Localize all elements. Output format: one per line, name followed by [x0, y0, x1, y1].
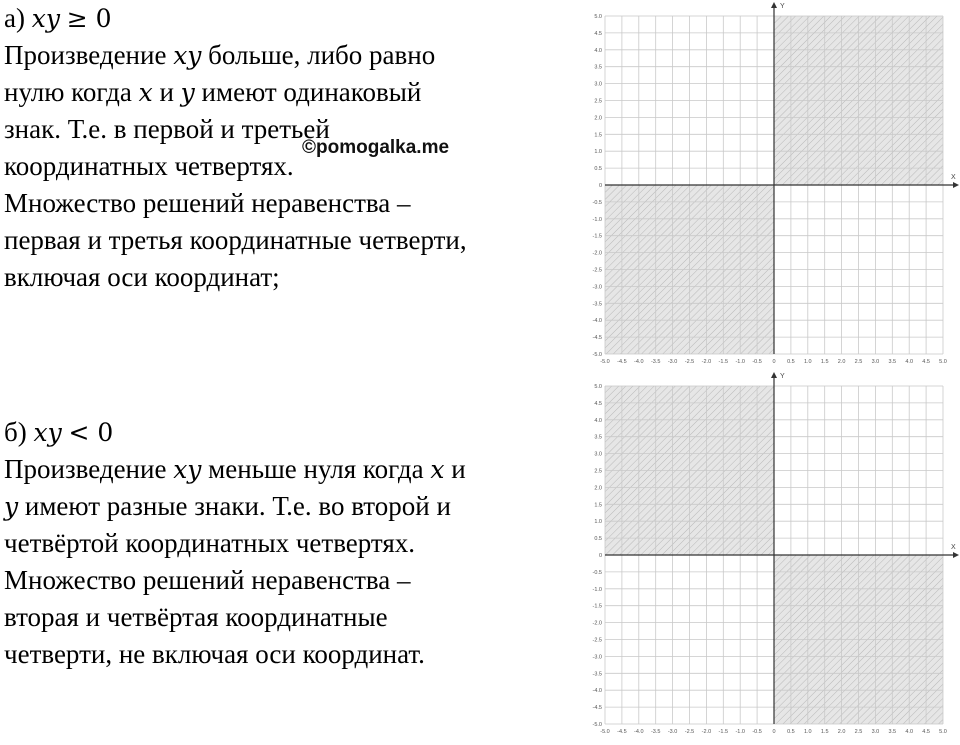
y-axis-label: Y	[780, 373, 785, 380]
x-tick-label: -5.0	[600, 359, 610, 365]
text-line	[4, 525, 564, 562]
x-tick-label: 3.5	[888, 729, 897, 735]
x-tick-label: 3.0	[871, 729, 880, 735]
x-tick-label: 4.0	[905, 729, 914, 735]
x-tick-label: 0	[772, 729, 776, 735]
y-tick-label: 2.0	[594, 115, 602, 122]
y-tick-label: 4.0	[594, 47, 602, 54]
text-segment: знак. Т.е. в первой и третьей	[4, 114, 330, 144]
y-tick-label: 2.5	[594, 468, 602, 475]
y-tick-label: 1.0	[594, 149, 602, 156]
x-tick-label: -3.5	[650, 729, 661, 735]
coordinate-plane-b	[585, 370, 960, 740]
math-variable: xy	[173, 41, 202, 70]
y-tick-label: 3.5	[594, 434, 602, 441]
math-variable: xy	[173, 455, 202, 484]
x-tick-label: 1.0	[803, 359, 812, 365]
x-axis-label: X	[951, 174, 956, 181]
y-tick-label: 0	[598, 183, 602, 189]
y-tick-label: -4.5	[592, 705, 602, 712]
x-tick-label: -2.0	[701, 729, 712, 735]
text-segment: и	[444, 454, 466, 484]
x-tick-label: 1.0	[803, 729, 812, 735]
x-tick-label: 0.5	[787, 359, 795, 365]
part-a-text	[4, 0, 564, 296]
y-tick-label: -4.0	[592, 688, 602, 695]
part-b-math-rel: < 0	[68, 418, 114, 447]
text-line	[4, 636, 564, 673]
graph-b-svg	[585, 370, 960, 740]
text-segment: первая и третья координатные четверти,	[4, 225, 467, 255]
y-tick-label: -0.5	[592, 569, 602, 576]
math-variable: y	[180, 78, 195, 107]
text-segment: нулю когда	[4, 77, 139, 107]
text-line	[4, 222, 564, 259]
x-tick-label: -4.5	[617, 729, 627, 735]
x-tick-label: 2.0	[837, 359, 846, 365]
y-tick-label: -4.5	[592, 335, 602, 342]
part-b-math-lhs: xy	[33, 418, 62, 447]
x-tick-label: 3.5	[888, 359, 897, 365]
y-tick-label: 3.0	[594, 451, 602, 458]
coordinate-plane-a	[585, 0, 960, 370]
part-a-body	[4, 37, 564, 296]
y-tick-label: 1.5	[594, 132, 602, 139]
y-tick-label: -1.0	[592, 586, 602, 593]
x-tick-label: -4.5	[617, 359, 627, 365]
x-tick-label: 2.5	[854, 359, 863, 365]
y-tick-label: 1.0	[594, 519, 602, 526]
text-segment: имеют разные знаки. Т.е. во второй и	[18, 491, 451, 521]
y-tick-label: 4.5	[594, 30, 602, 37]
math-variable: x	[138, 78, 153, 107]
y-tick-label: 0.5	[594, 166, 602, 173]
x-tick-label: -0.5	[752, 729, 762, 735]
x-tick-label: 1.5	[820, 729, 829, 735]
part-a-label: а)	[4, 3, 25, 33]
y-tick-label: 3.5	[594, 64, 602, 71]
text-line	[4, 185, 564, 222]
y-tick-label: -5.0	[592, 352, 602, 358]
x-tick-label: -2.5	[684, 359, 695, 365]
text-segment: больше, либо равно	[201, 40, 436, 70]
y-tick-label: -2.5	[592, 267, 602, 274]
x-tick-label: -0.5	[752, 359, 762, 365]
x-tick-label: -2.0	[701, 359, 712, 365]
y-tick-label: 1.5	[594, 502, 602, 509]
graph-a-svg	[585, 0, 960, 370]
part-a-heading	[4, 0, 564, 37]
y-tick-label: -2.0	[592, 250, 602, 257]
text-line	[4, 148, 564, 185]
text-line	[4, 562, 564, 599]
x-tick-label: 1.5	[820, 359, 829, 365]
y-tick-label: 0	[598, 553, 602, 559]
x-tick-label: -1.0	[735, 729, 745, 735]
text-line	[4, 451, 564, 488]
x-tick-label: 4.0	[905, 359, 914, 365]
x-tick-label: 3.0	[871, 359, 880, 365]
text-segment: включая оси координат;	[4, 262, 280, 292]
y-tick-label: 0.5	[594, 536, 602, 543]
x-tick-label: 2.5	[854, 729, 863, 735]
text-line	[4, 37, 564, 74]
x-tick-label: -1.0	[735, 359, 745, 365]
y-tick-label: -2.0	[592, 620, 602, 627]
x-tick-label: 5.0	[939, 729, 947, 735]
y-tick-label: 2.0	[594, 485, 602, 492]
x-tick-label: -1.5	[718, 359, 729, 365]
y-tick-label: -0.5	[592, 199, 602, 206]
x-tick-label: -4.0	[634, 729, 644, 735]
x-tick-label: 2.0	[837, 729, 846, 735]
text-line	[4, 599, 564, 636]
y-tick-label: -2.5	[592, 637, 602, 644]
y-tick-label: 5.0	[594, 14, 602, 20]
text-segment: имеют одинаковый	[194, 77, 422, 107]
part-b-label: б)	[4, 417, 27, 447]
y-tick-label: -3.0	[592, 284, 602, 291]
x-tick-label: -2.5	[684, 729, 695, 735]
y-tick-label: -1.5	[592, 233, 602, 240]
text-segment: координатных четвертях.	[4, 151, 294, 181]
y-tick-label: -4.0	[592, 318, 602, 325]
x-tick-label: 0	[772, 359, 776, 365]
x-tick-label: 0.5	[787, 729, 795, 735]
text-segment: Множество решений неравенства –	[4, 565, 411, 595]
x-tick-label: -4.0	[634, 359, 644, 365]
x-tick-label: -3.0	[667, 359, 678, 365]
x-tick-label: -3.0	[667, 729, 678, 735]
y-tick-label: -1.0	[592, 216, 602, 223]
x-tick-label: -5.0	[600, 729, 610, 735]
part-b-body	[4, 451, 564, 673]
y-tick-label: 4.0	[594, 417, 602, 424]
math-variable: y	[4, 492, 19, 521]
x-tick-label: 5.0	[939, 359, 947, 365]
text-segment: четвёртой координатных четвертях.	[4, 528, 416, 558]
text-segment: Множество решений неравенства –	[4, 188, 411, 218]
text-segment: и	[152, 77, 181, 107]
part-b-heading	[4, 414, 564, 451]
text-line	[4, 74, 564, 111]
y-tick-label: 4.5	[594, 400, 602, 407]
y-tick-label: -3.5	[592, 671, 602, 678]
text-segment: Произведение	[4, 454, 174, 484]
y-tick-label: -5.0	[592, 722, 602, 728]
y-tick-label: -1.5	[592, 603, 602, 610]
text-segment: вторая и четвёртая координатные	[4, 602, 388, 632]
part-a-math-lhs: xy	[31, 4, 60, 33]
part-b-text	[4, 414, 564, 673]
x-axis-label: X	[951, 544, 956, 551]
y-tick-label: -3.0	[592, 654, 602, 661]
part-a-math-rel: ≥ 0	[66, 4, 112, 33]
watermark: ©pomogalka.me	[302, 137, 450, 158]
y-axis-label: Y	[780, 3, 785, 10]
y-tick-label: 3.0	[594, 81, 602, 88]
y-tick-label: -3.5	[592, 301, 602, 308]
x-tick-label: 4.5	[922, 729, 930, 735]
text-line	[4, 488, 564, 525]
text-segment: четверти, не включая оси координат.	[4, 639, 425, 669]
text-segment: меньше нуля когда	[201, 454, 431, 484]
x-tick-label: 4.5	[922, 359, 930, 365]
y-tick-label: 5.0	[594, 384, 602, 390]
x-tick-label: -3.5	[650, 359, 661, 365]
math-variable: x	[430, 455, 445, 484]
text-segment: Произведение	[4, 40, 174, 70]
text-line	[4, 111, 564, 148]
y-tick-label: 2.5	[594, 98, 602, 105]
text-line	[4, 259, 564, 296]
x-tick-label: -1.5	[718, 729, 729, 735]
